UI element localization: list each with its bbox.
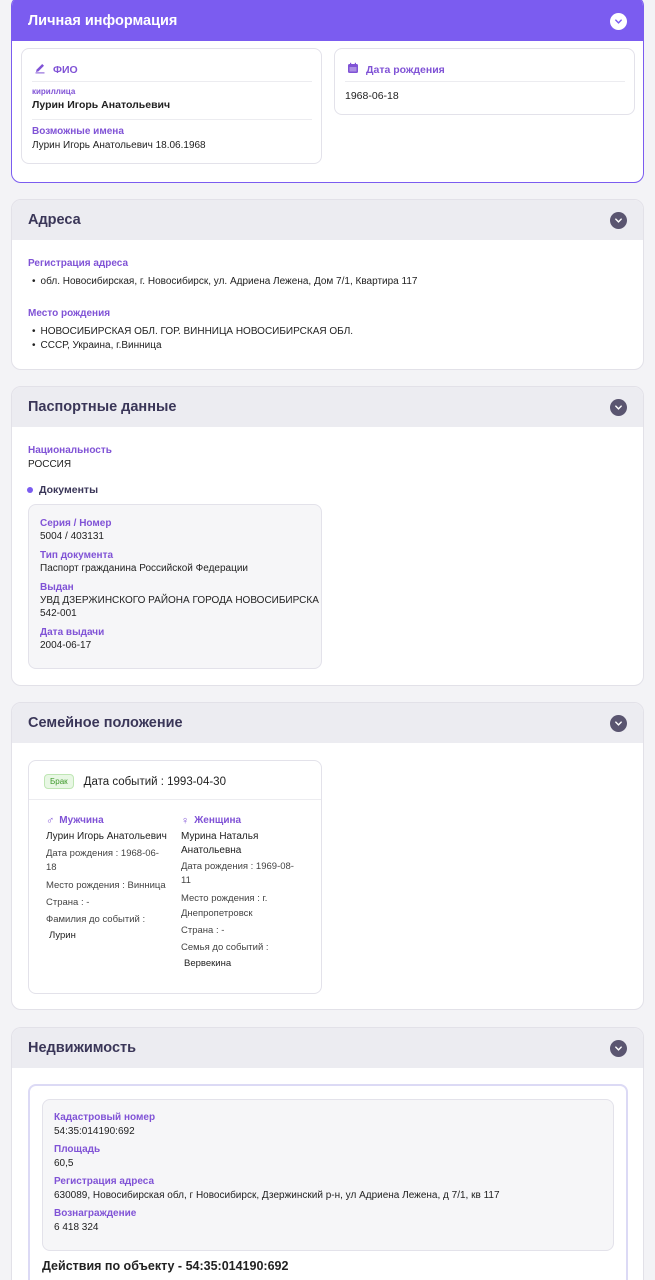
realty-object-card: [28, 1084, 628, 1280]
doc-type-value: Паспорт гражданина Российской Федерации: [40, 563, 248, 574]
issue-date-label: Дата выдачи: [40, 627, 105, 638]
section-title: Недвижимость: [28, 1040, 137, 1056]
chevron-down-icon[interactable]: [610, 13, 627, 30]
reward-label: Вознаграждение: [54, 1208, 137, 1219]
section-title: Личная информация: [28, 13, 178, 29]
male-prev-label: Фамилия до событий :: [46, 914, 146, 925]
realty-reg-value: 630089, Новосибирская обл, г Новосибирск, Дзержинский р-н, ул Адриена Лежена, д 7/1, кв 117: [54, 1190, 500, 1201]
nationality-label: Национальность: [28, 445, 112, 456]
actions-title: Действия по объекту - 54:35:014190:692: [42, 1259, 289, 1273]
section-family: [11, 702, 644, 1010]
cadastral-value: 54:35:014190:692: [54, 1126, 135, 1137]
female-label: Женщина: [194, 815, 242, 826]
issued-label: Выдан: [40, 582, 74, 593]
nationality-value: РОССИЯ: [28, 459, 72, 470]
fio-title: ФИО: [53, 64, 78, 76]
series-label: Серия / Номер: [40, 518, 112, 529]
list-item: • НОВОСИБИРСКАЯ ОБЛ. ГОР. ВИННИЦА НОВОСИБИРСКАЯ ОБЛ.: [32, 325, 353, 339]
fio-card: [21, 48, 322, 164]
section-header-personal[interactable]: [12, 0, 643, 41]
section-passport: [11, 386, 644, 686]
male-dob-line1: Дата рождения : 1968-06-: [46, 848, 159, 859]
issue-date-value: 2004-06-17: [40, 640, 92, 651]
possible-names-label: Возможные имена: [32, 126, 124, 137]
status-badge: Брак: [44, 774, 74, 789]
section-title: Семейное положение: [28, 715, 183, 731]
female-dob-line2: 11: [181, 875, 191, 886]
male-dob-line2: 18: [46, 862, 57, 873]
reg-address-list: [32, 275, 417, 289]
female-icon: ♀: [181, 814, 190, 827]
calendar-icon: [347, 61, 359, 79]
dot-icon: [27, 487, 33, 493]
chevron-down-icon[interactable]: [610, 212, 627, 229]
list-item: • обл. Новосибирская, г. Новосибирск, ул. Адриена Лежена, Дом 7/1, Квартира 117: [32, 275, 417, 289]
series-value: 5004 / 403131: [40, 531, 104, 542]
area-label: Площадь: [54, 1144, 101, 1155]
section-title: Адреса: [28, 212, 81, 228]
male-label: Мужчина: [59, 815, 104, 826]
event-date: Дата событий : 1993-04-30: [83, 775, 226, 788]
male-prev-value: Лурин: [49, 930, 76, 941]
male-heading: [46, 815, 104, 826]
cadastral-label: Кадастровый номер: [54, 1112, 156, 1123]
chevron-down-icon[interactable]: [610, 715, 627, 732]
list-item: • СССР, Украина, г.Винница: [32, 339, 353, 353]
reg-address-label: Регистрация адреса: [28, 258, 129, 269]
section-title: Паспортные данные: [28, 399, 177, 415]
possible-names-value: Лурин Игорь Анатольевич 18.06.1968: [32, 140, 206, 151]
chevron-down-icon[interactable]: [610, 399, 627, 416]
doc-type-label: Тип документа: [40, 550, 114, 561]
female-prev-value: Вервекина: [184, 958, 232, 969]
female-country: Страна : -: [181, 925, 225, 936]
male-birthplace: Место рождения : Винница: [46, 880, 166, 891]
section-personal-info: [11, 0, 644, 183]
issued-value-line2: 542-001: [40, 608, 77, 619]
dob-title: Дата рождения: [366, 64, 445, 76]
area-value: 60,5: [54, 1158, 74, 1169]
chevron-down-icon[interactable]: [610, 1040, 627, 1057]
section-header-realty[interactable]: [12, 1028, 643, 1068]
marriage-card: [28, 760, 322, 994]
female-birthplace-line2: Днепропетровск: [181, 908, 253, 919]
documents-heading: [27, 484, 98, 496]
male-country: Страна : -: [46, 897, 90, 908]
document-card: [28, 504, 322, 669]
section-header-addresses[interactable]: [12, 200, 643, 240]
full-name: Лурин Игорь Анатольевич: [32, 99, 171, 111]
dob-value: 1968-06-18: [345, 90, 399, 102]
realty-details: [42, 1099, 614, 1251]
cyrillic-label: кириллица: [32, 87, 76, 96]
male-name: Лурин Игорь Анатольевич: [46, 831, 167, 842]
female-birthplace-line1: Место рождения : г.: [181, 893, 268, 904]
section-header-passport[interactable]: [12, 387, 643, 427]
male-icon: ♂: [46, 814, 55, 827]
female-prev-label: Семья до событий :: [181, 942, 269, 953]
female-name-line2: Анатольевна: [181, 845, 242, 856]
birthplace-label: Место рождения: [28, 308, 111, 319]
birthplace-list: [32, 325, 353, 353]
female-dob-line1: Дата рождения : 1969-08-: [181, 861, 294, 872]
section-addresses: [11, 199, 644, 370]
dob-card: [334, 48, 635, 115]
section-header-family[interactable]: [12, 703, 643, 743]
female-name-line1: Мурина Наталья: [181, 831, 259, 842]
issued-value-line1: УВД ДЗЕРЖИНСКОГО РАЙОНА ГОРОДА НОВОСИБИРСКА: [40, 595, 319, 606]
section-realty: [11, 1027, 644, 1280]
pencil-icon: [34, 61, 46, 79]
realty-reg-label: Регистрация адреса: [54, 1176, 155, 1187]
documents-label: Документы: [39, 484, 99, 496]
female-heading: [181, 815, 241, 826]
reward-value: 6 418 324: [54, 1222, 99, 1233]
